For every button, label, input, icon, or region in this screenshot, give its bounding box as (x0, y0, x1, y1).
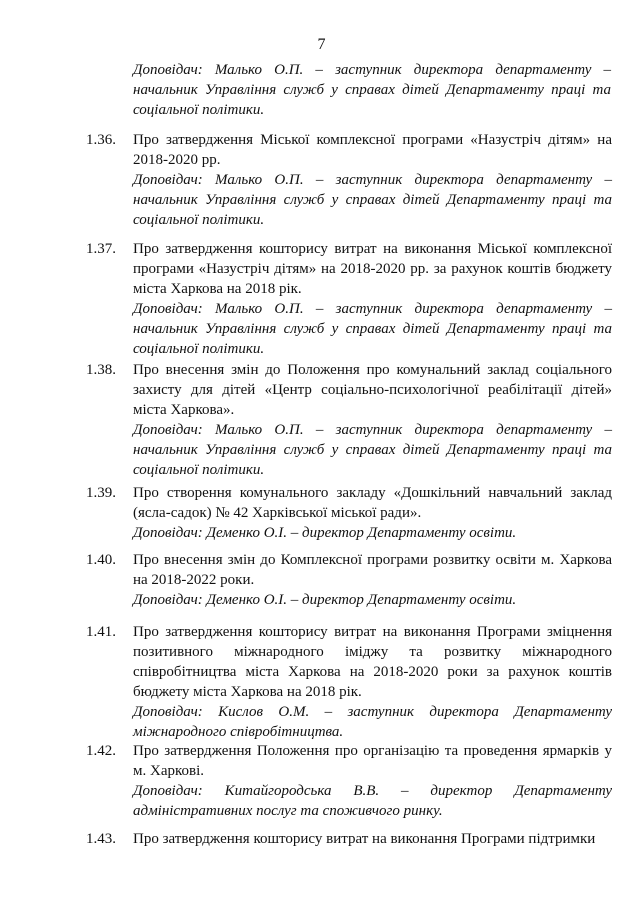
agenda-item-1-37 (86, 239, 612, 359)
item-title: Про внесення змін до Положення про комунальний заклад соціального захисту для дітей «Центр соціально-психологічної реабілітації дітей» міста Харкова». (133, 362, 612, 418)
item-reporter: Доповідач: Малько О.П. – заступник директора департаменту – начальник Управління служб у справах дітей Департаменту праці та соціальної політики. (133, 172, 612, 228)
item-number: 1.40. (86, 552, 116, 568)
agenda-item-1-40 (86, 550, 612, 610)
agenda-item-1-43 (86, 829, 612, 849)
agenda-item-1-38 (86, 360, 612, 480)
page-number: 7 (317, 36, 326, 53)
item-number: 1.38. (86, 362, 116, 378)
agenda-item-1-42 (86, 741, 612, 821)
item-reporter: Доповідач: Китайгородська В.В. – директор Департаменту адміністративних послуг та споживчого ринку. (133, 783, 612, 819)
agenda-item-1-39 (86, 483, 612, 543)
item-reporter: Доповідач: Деменко О.І. – директор Департаменту освіти. (133, 525, 517, 541)
agenda-item-1-41 (86, 622, 612, 742)
item-number: 1.36. (86, 132, 116, 148)
item-reporter: Доповідач: Кислов О.М. – заступник директора Департаменту міжнародного співробітництва. (133, 704, 612, 740)
item-number: 1.37. (86, 241, 116, 257)
agenda-item-1-36 (86, 130, 612, 230)
item-title: Про затвердження Положення про організацію та проведення ярмарків у м. Харкові. (133, 743, 612, 779)
item-number: 1.43. (86, 831, 116, 847)
item-title: Про затвердження кошторису витрат на виконання Міської комплексної програми «Назустріч дітям» на 2018-2020 рр. за рахунок коштів бюджету міста Харкова на 2018 рік. (133, 241, 612, 297)
item-title: Про створення комунального закладу «Дошкільний навчальний заклад (ясла-садок) № 42 Харківської міської ради». (133, 485, 612, 521)
item-reporter: Доповідач: Малько О.П. – заступник директора департаменту – начальник Управління служб у справах дітей Департаменту праці та соціальної політики. (133, 301, 612, 357)
item-title: Про затвердження кошторису витрат на виконання Програми зміцнення позитивного міжнародного іміджу та розвитку міжнародного співробітництва міста Харкова на 2018-2020 роки за рахунок коштів бюджету міста Харкова на 2018 рік. (133, 624, 612, 700)
item-title: Про затвердження Міської комплексної програми «Назустріч дітям» на 2018-2020 рр. (133, 132, 612, 168)
item-number: 1.39. (86, 485, 116, 501)
item-title: Про затвердження кошторису витрат на виконання Програми підтримки (133, 831, 596, 847)
item-number: 1.41. (86, 624, 116, 640)
item-title: Про внесення змін до Комплексної програми розвитку освіти м. Харкова на 2018-2022 роки. (133, 552, 612, 588)
preface-reporter: Доповідач: Малько О.П. – заступник директора департаменту – начальник Управління служб у справах дітей Департаменту праці та соціальної політики. (133, 62, 611, 118)
item-reporter: Доповідач: Деменко О.І. – директор Департаменту освіти. (133, 592, 517, 608)
item-number: 1.42. (86, 743, 116, 759)
item-reporter: Доповідач: Малько О.П. – заступник директора департаменту – начальник Управління служб у справах дітей Департаменту праці та соціальної політики. (133, 422, 612, 478)
